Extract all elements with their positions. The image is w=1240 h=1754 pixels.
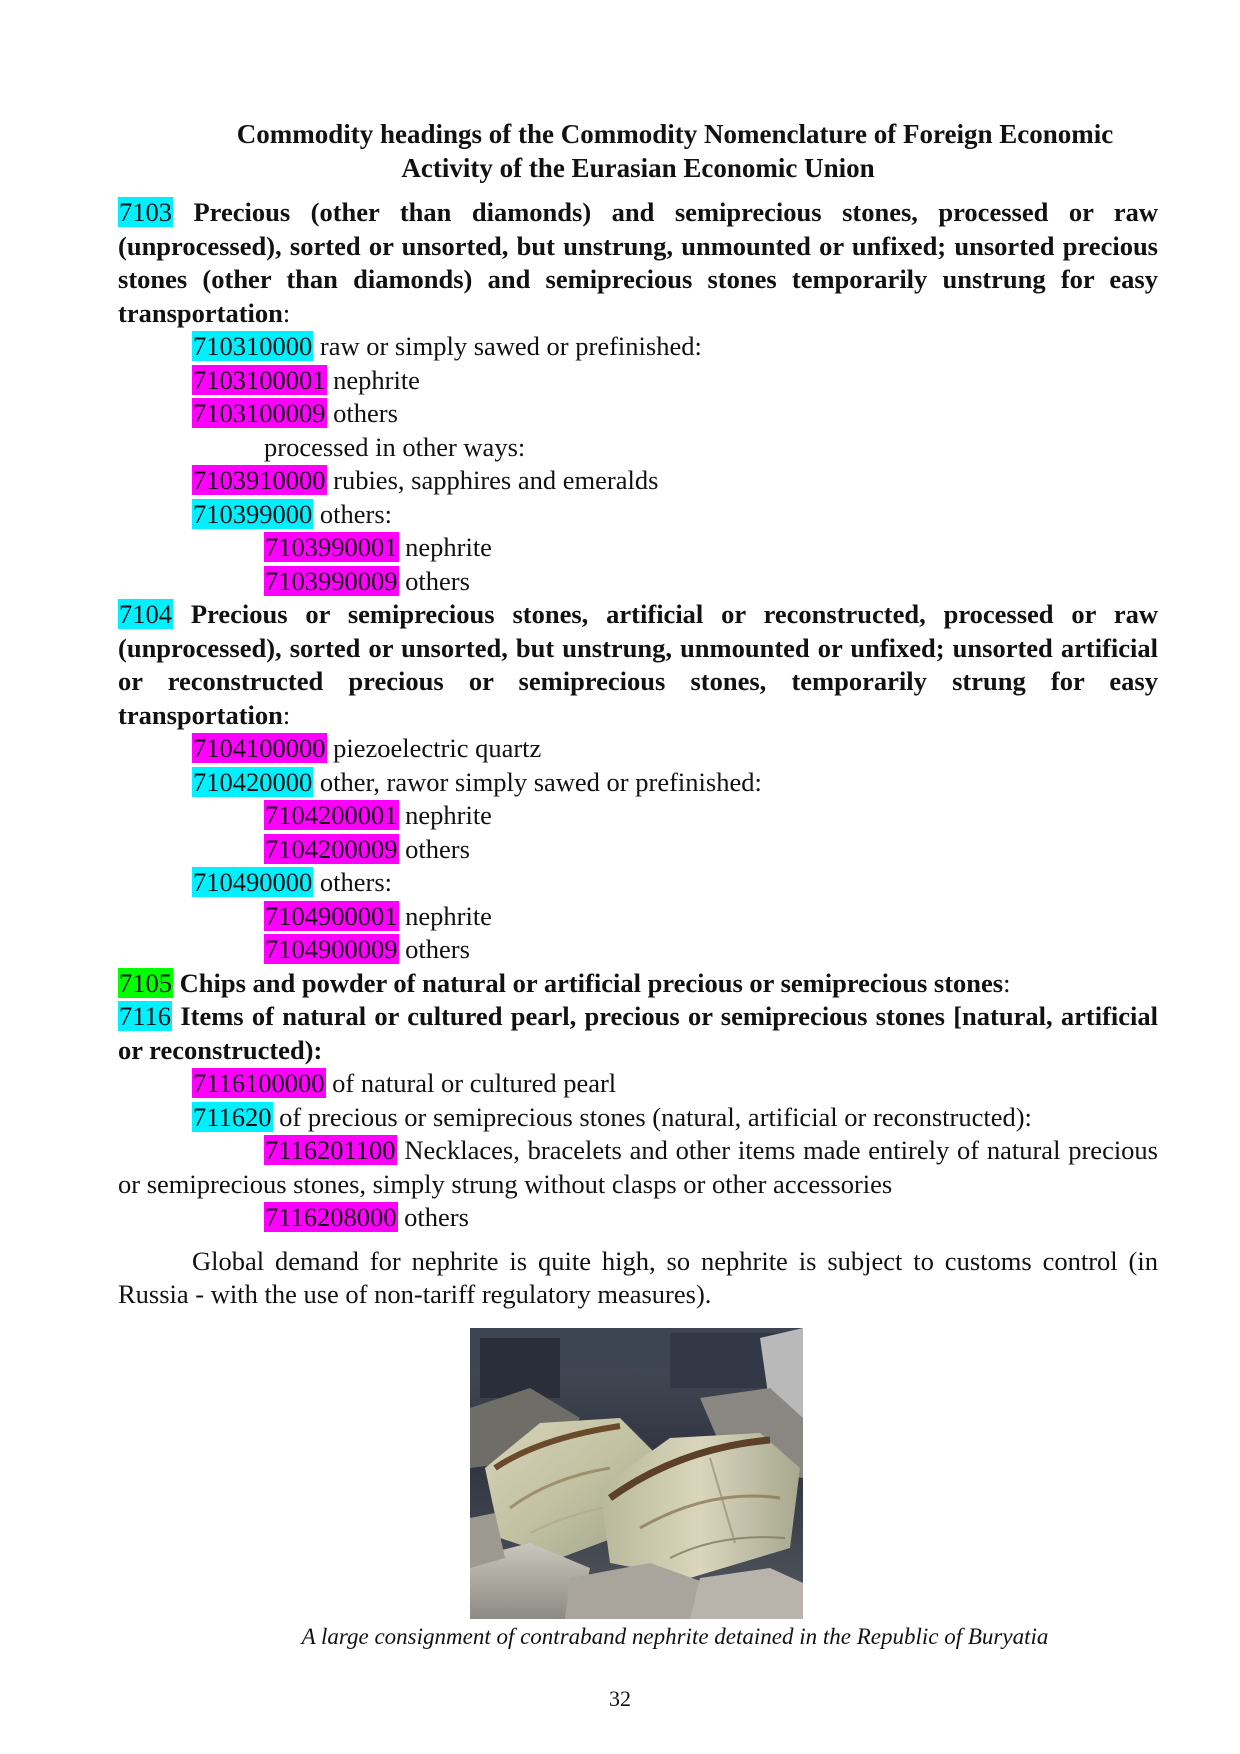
title-line-1: Commodity headings of the Commodity Nomenclature of Foreign Economic [236,119,1114,149]
code-badge: 7116 [119,1001,172,1031]
list-item [118,397,1158,431]
list-item [118,1134,1158,1201]
item-text: piezoelectric quartz [333,733,542,763]
caption-text: A large consignment of contraband nephrite detained in the Republic of Buryatia [301,1624,1049,1649]
item-text: others: [319,498,392,529]
list-item [118,1201,1158,1235]
code-badge: 7116208000 [265,1202,397,1232]
code-badge: 7104200001 [265,800,398,830]
item-text: others [405,565,470,596]
page-number: 32 [609,1686,631,1711]
heading-text: Precious (other than diamonds) and semiprecious stones, processed or raw (unprocessed), sorted or unsorted, but unstrung, unmounted or unfixed; unsorted precious stones (other than diamonds) and semiprecious stones temporarily unstrung for easy transportation [118,197,1158,328]
code-badge: 7104900009 [265,934,398,964]
item-text: nephrite [405,800,492,830]
code-badge: 7116201100 [265,1135,396,1165]
heading-7116 [118,1000,1158,1067]
heading-text: Chips and powder of natural or artificial precious or semiprecious stones [179,967,1004,998]
code-badge: 7103100009 [193,398,326,428]
figure-caption [118,1624,1158,1650]
item-text: processed in other ways: [264,431,526,462]
list-item [118,531,1158,565]
heading-colon: : [282,699,291,730]
heading-colon: : [1003,967,1011,998]
list-item [118,364,1158,398]
code-badge: 7103 [119,197,172,227]
code-badge: 7104900001 [265,900,398,931]
list-item [118,1067,1158,1101]
heading-7104 [118,598,1158,732]
list-item [118,330,1158,364]
document-title [118,117,1158,185]
item-text: other, rawor simply sawed or prefinished: [319,766,762,797]
code-badge: 710490000 [193,867,313,897]
code-badge: 7105 [119,967,172,998]
code-badge: 711620 [193,1101,272,1132]
item-text: of natural or cultured pearl [332,1068,617,1098]
nephrite-photo [470,1328,803,1619]
code-badge: 7103910000 [193,465,326,495]
item-text: Necklaces, bracelets and other items made entirely of natural precious or semiprecious stones, simply strung without clasps or other accessories [118,1135,1159,1199]
list-item [118,498,1158,532]
heading-text: Items of natural or cultured pearl, precious or semiprecious stones [natural, artificial or reconstructed): [118,1001,1158,1065]
item-text: nephrite [405,532,492,562]
list-item [118,565,1158,599]
item-text: others [405,934,470,964]
item-text: of precious or semiprecious stones (natural, artificial or reconstructed): [279,1101,1032,1132]
heading-colon: : [282,297,291,328]
list-item [118,900,1158,934]
heading-7105 [118,967,1158,1001]
item-text: raw or simply sawed or prefinished: [319,331,702,361]
heading-7103 [118,196,1158,330]
list-item [118,732,1158,766]
item-text: rubies, sapphires and emeralds [333,465,659,495]
list-item [118,799,1158,833]
code-badge: 7103990009 [265,565,398,596]
list-item [118,464,1158,498]
commodity-list [118,196,1158,1338]
code-badge: 7103990001 [265,532,398,562]
code-badge: 710420000 [193,766,313,797]
code-badge: 7104200009 [265,833,398,864]
heading-text: Precious or semiprecious stones, artificial or reconstructed, processed or raw (unprocessed), sorted or unsorted, but unstrung, unmounted or unfixed; unsorted artificial or reconstructed precious or semiprecious stones, temporarily strung for easy transportation [118,599,1158,730]
list-item [118,766,1158,800]
list-item [118,1101,1158,1135]
list-item [118,833,1158,867]
nephrite-photo-art [470,1328,803,1619]
item-text: nephrite [405,900,492,931]
item-text: others [404,1202,469,1232]
code-badge: 7116100000 [193,1068,325,1098]
code-badge: 7103100001 [193,364,326,395]
item-text: others: [319,867,392,897]
item-text: others [405,833,470,864]
list-item [118,933,1158,967]
code-badge: 7104100000 [193,733,326,763]
list-item [118,431,1158,465]
item-text: nephrite [333,364,420,395]
list-item [118,866,1158,900]
title-line-2: Activity of the Eurasian Economic Union [401,153,875,183]
code-badge: 710399000 [193,498,313,529]
body-paragraph: Global demand for nephrite is quite high, so nephrite is subject to customs control (in Russia - with the use of non-tariff regulatory measures). [118,1245,1158,1309]
item-text: others [333,398,398,428]
code-badge: 7104 [119,599,172,629]
code-badge: 710310000 [193,331,313,361]
